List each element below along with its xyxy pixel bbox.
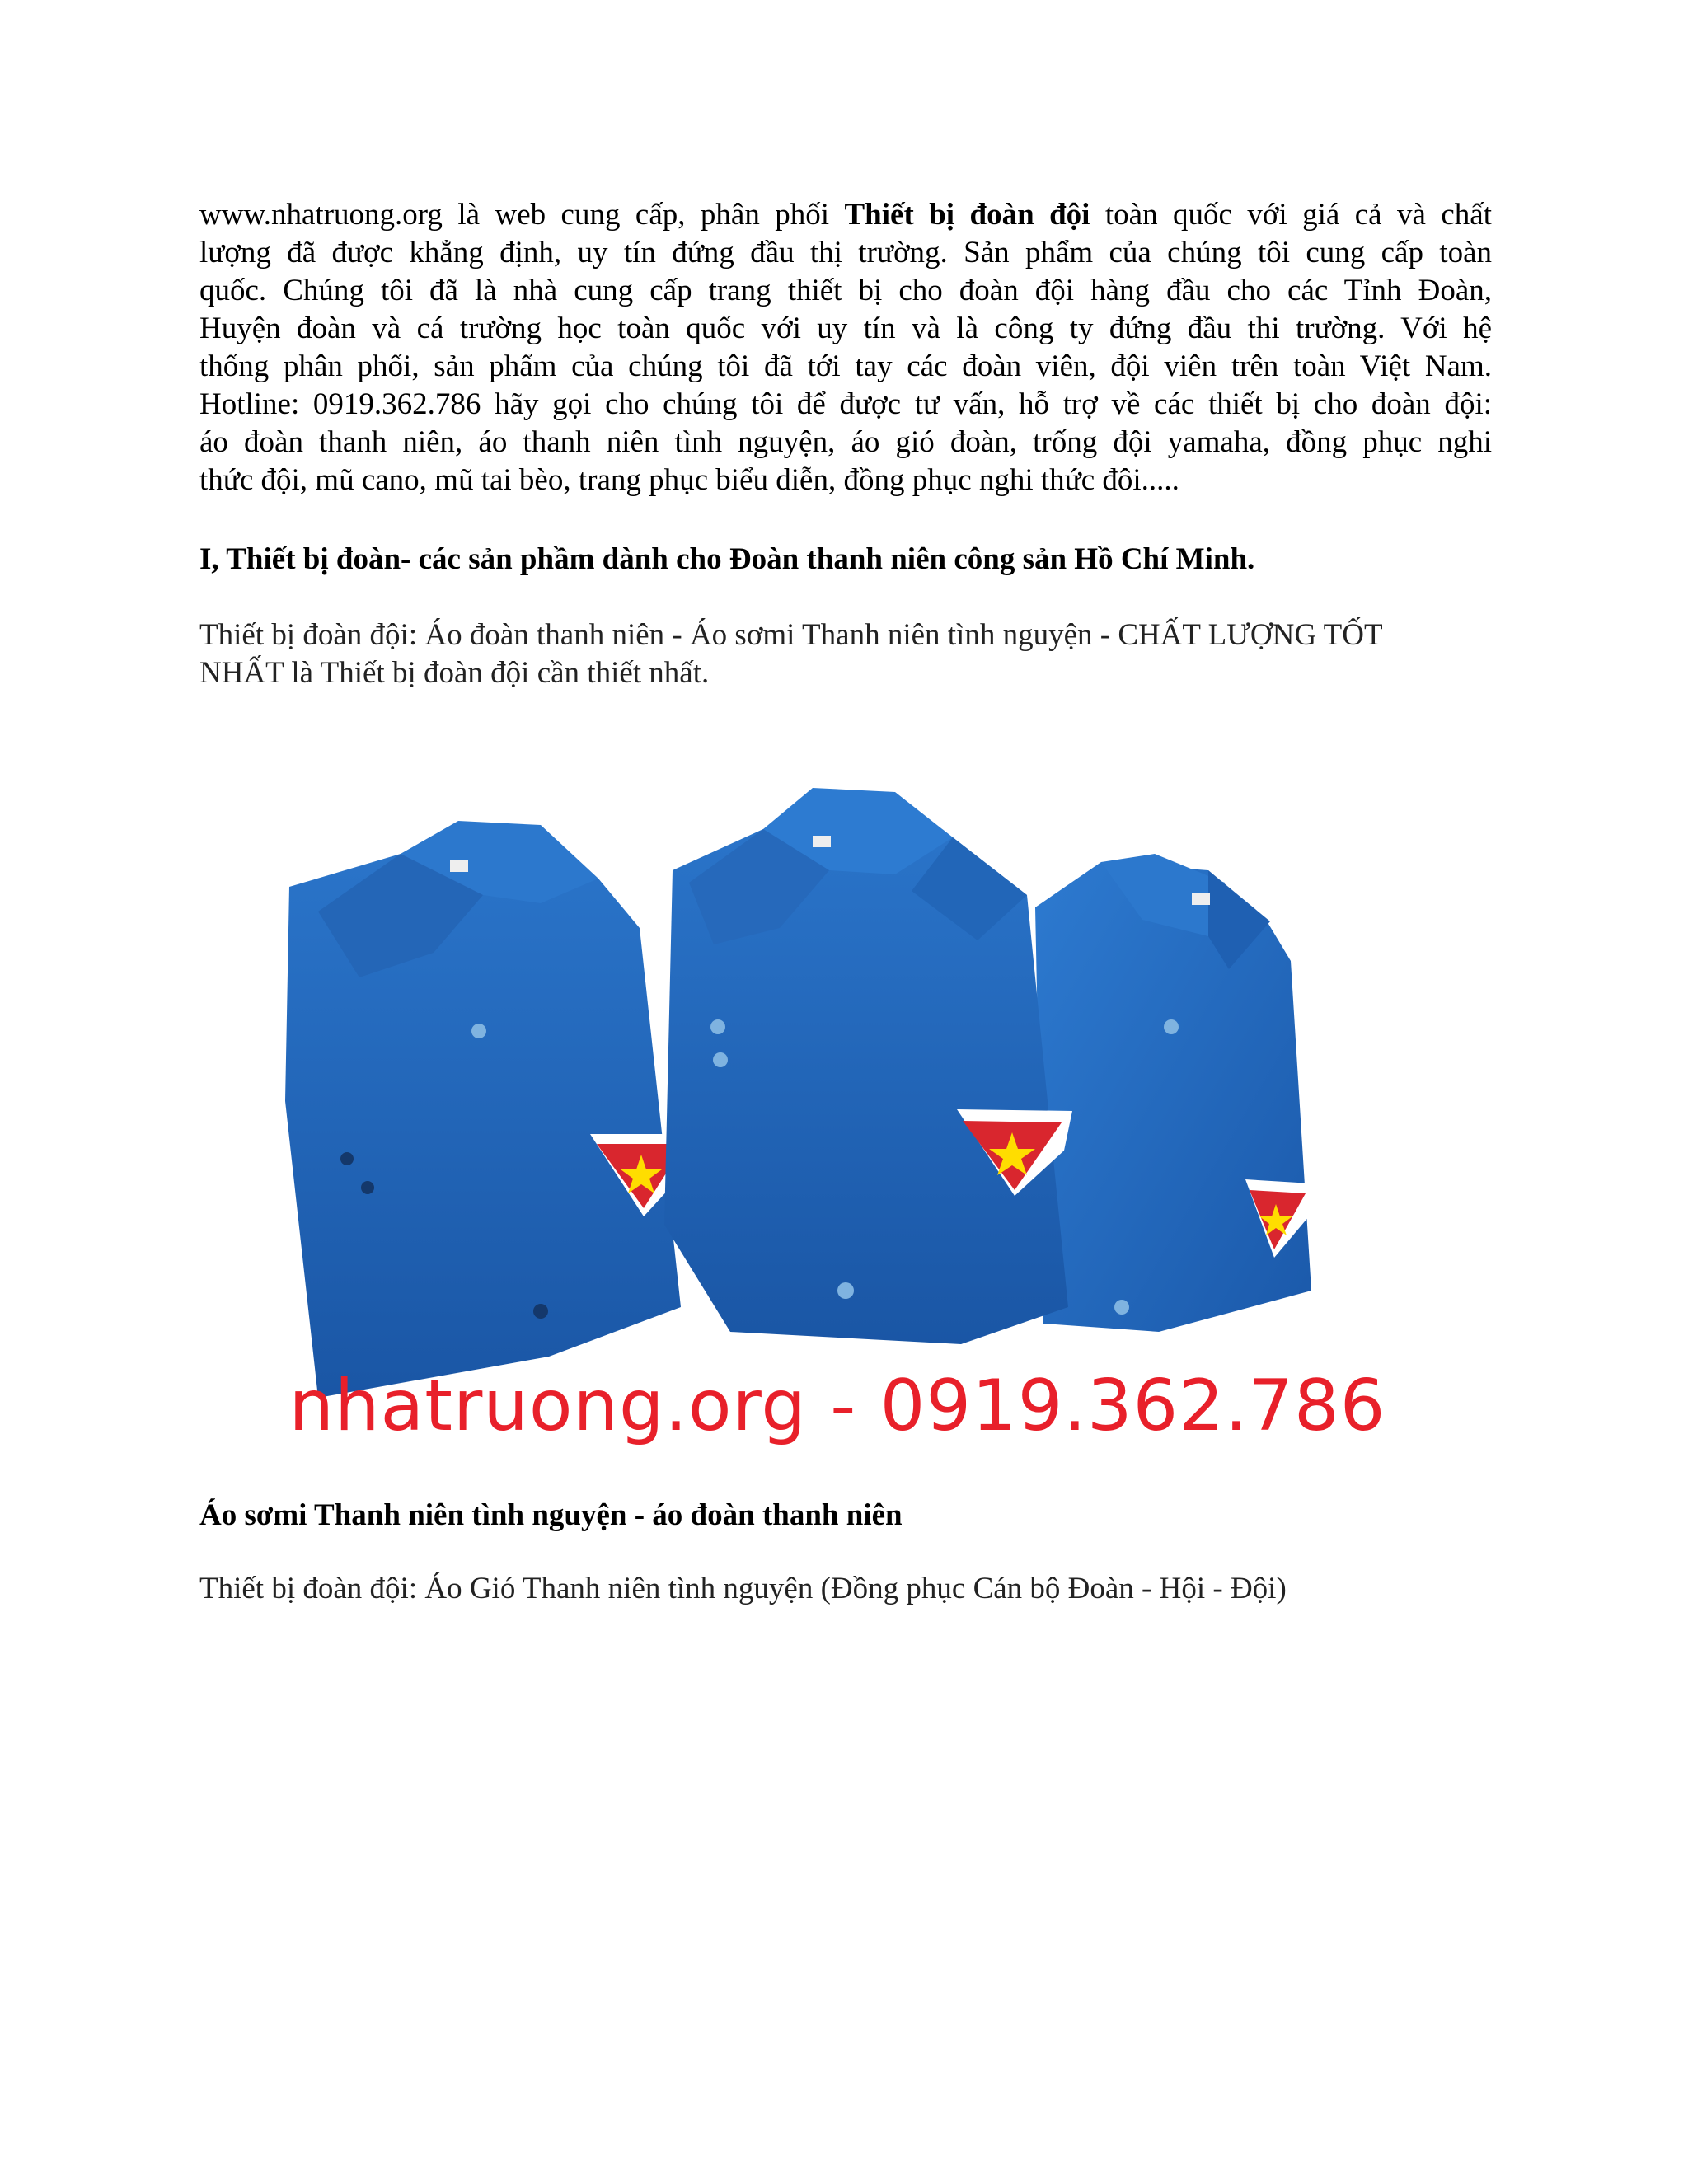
jacket-description: Thiết bị đoàn đội: Áo Gió Thanh niên tình nguyện (Đồng phục Cán bộ Đoàn - Hội - Đội) <box>199 1572 1287 1605</box>
intro-line: Huyện đoàn và cá trường học toàn quốc với uy tín và là công ty đứng đầu thi trường. Với hệ <box>199 312 1492 345</box>
product-photo <box>269 730 1406 1455</box>
section-heading: I, Thiết bị đoàn- các sản phầm dành cho Đoàn thanh niên công sản Hồ Chí Minh. <box>199 542 1255 576</box>
intro-line: áo đoàn thanh niên, áo thanh niên tình nguyện, áo gió đoàn, trống đội yamaha, đồng phục nghi <box>199 425 1492 459</box>
shirt-description-line: Thiết bị đoàn đội: Áo đoàn thanh niên - Áo sơmi Thanh niên tình nguyện - CHẤT LƯỢNG TỐT <box>199 618 1383 652</box>
intro-line: www.nhatruong.org là web cung cấp, phân phối Thiết bị đoàn đội toàn quốc với giá cả và chất <box>199 198 1492 232</box>
bold-term: Thiết bị đoàn đội <box>844 198 1090 232</box>
intro-line: thức đội, mũ cano, mũ tai bèo, trang phục biểu diễn, đồng phục nghi thức đôi..... <box>199 463 1179 497</box>
shirt-description <box>199 616 1492 692</box>
photo-watermark: nhatruong.org - 0919.362.786 <box>288 1365 1386 1447</box>
shirts-illustration <box>269 730 1406 1455</box>
intro-paragraph <box>199 196 1492 499</box>
intro-line: lượng đã được khẳng định, uy tín đứng đầu thị trường. Sản phẩm của chúng tôi cung cấp toàn <box>199 236 1492 269</box>
photo-caption: Áo sơmi Thanh niên tình nguyện - áo đoàn thanh niên <box>199 1498 903 1532</box>
shirt-description-line: NHẤT là Thiết bị đoàn đội cần thiết nhất. <box>199 656 710 690</box>
intro-line: thống phân phối, sản phẩm của chúng tôi đã tới tay các đoàn viên, đội viên trên toàn Việt Nam. <box>199 349 1492 383</box>
intro-line: quốc. Chúng tôi đã là nhà cung cấp trang thiết bị cho đoàn đội hàng đầu cho các Tỉnh Đoàn, <box>199 274 1492 307</box>
intro-line: Hotline: 0919.362.786 hãy gọi cho chúng tôi để được tư vấn, hỗ trợ về các thiết bị cho đoàn đội: <box>199 387 1492 421</box>
